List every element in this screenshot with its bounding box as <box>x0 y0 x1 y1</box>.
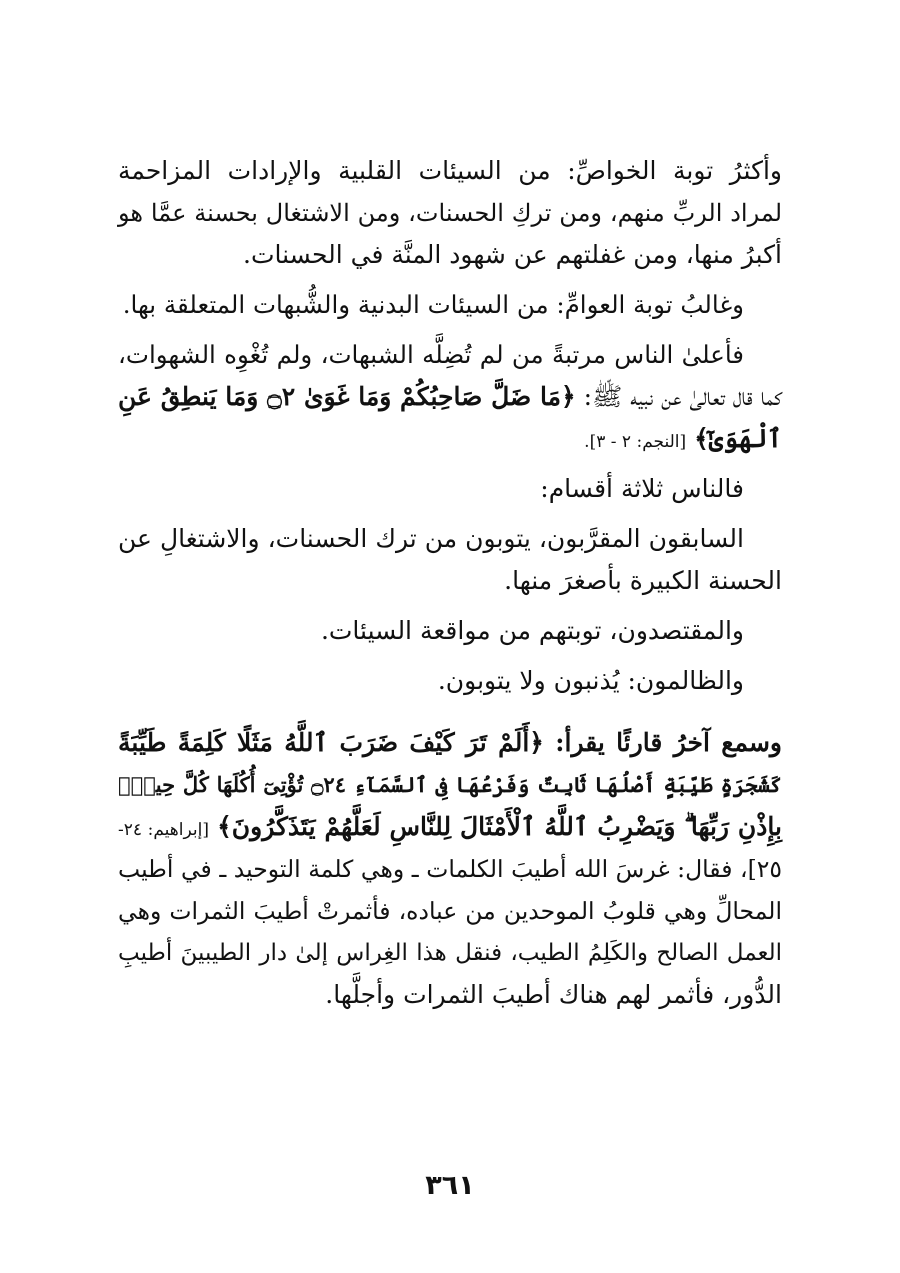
quran-verse-ibrahim-line: كَشَجَرَةٍ طَيِّبَةٍ أَصْلُهَا ثَابِتٌ وَفَرْعُهَا فِى ٱلسَّمَآءِ ۝٢٤ تُؤْتِىٓ أُكُلَهَا كُلَّ حِينٍۭ <box>118 772 782 797</box>
text-line: والمقتصدون، توبتهم من مواقعة السيئات. <box>320 616 744 645</box>
verse-reference: [النجم: ٢ - ٣]. <box>584 432 687 452</box>
page-number: ٣٦١ <box>425 1170 475 1201</box>
text-block <box>118 150 782 1016</box>
text-line: أكبرُ منها، ومن غفلتهم عن شهود المنَّة في الحسنات. <box>243 240 782 269</box>
text-line: الحسنة الكبيرة بأصغرَ منها. <box>504 566 782 595</box>
reader-intro: وسمع آخرُ قارئًا يقرأ: <box>555 728 782 757</box>
text-line <box>118 722 782 764</box>
quran-verse-ibrahim: ﴿أَلَمْ تَرَ كَيْفَ ضَرَبَ ٱللَّهُ مَثَلًا كَلِمَةً طَيِّبَةً <box>118 728 544 757</box>
verse-reference: [إبراهيم: ٢٤- <box>118 820 209 840</box>
text-line: وغالبُ توبة العوامِّ: من السيئات البدنية والشُّبهات المتعلقة بها. <box>122 290 744 319</box>
text-line <box>118 418 782 460</box>
quran-verse-najm-end: ٱلْهَوَىٰٓ﴾ <box>694 424 782 453</box>
text-line <box>118 376 782 418</box>
text-line: ٢٥]، فقال: غرسَ الله أطيبَ الكلمات ـ وهي كلمة التوحيد ـ في أطيب <box>118 855 782 883</box>
text-line: لمراد الربِّ منهم، ومن تركِ الحسنات، ومن الاشتغال بحسنة عمَّا هو <box>118 199 782 227</box>
text-line: فأعلىٰ الناس مرتبةً من لم تُضِلَّه الشبهات، ولم تُغْوِه الشهوات، <box>118 340 744 369</box>
text-line <box>118 806 782 848</box>
text-line: فالناس ثلاثة أقسام: <box>540 474 744 503</box>
text-line: وأكثرُ توبة الخواصِّ: من السيئات القلبية والإرادات المزاحمة <box>118 156 782 185</box>
text-line: السابقون المقرَّبون، يتوبون من ترك الحسنات، والاشتغالِ عن <box>118 524 744 553</box>
text-line: العمل الصالح والكَلِمُ الطيب، فنقل هذا الغِراس إلىٰ دار الطيبينَ أطيبِ <box>118 940 782 966</box>
text-line: الدُّور، فأثمر لهم هناك أطيبَ الثمرات وأجلَّها. <box>325 980 782 1009</box>
quran-verse-ibrahim-end: بِإِذْنِ رَبِّهَا ۗ وَيَضْرِبُ ٱللَّهُ ٱلْأَمْثَالَ لِلنَّاسِ لَعَلَّهُمْ يَتَذَكَّرُونَ﴾ <box>217 812 782 841</box>
prophet-quote-intro: كما قال تعالىٰ عن نبيه ﷺ: <box>583 382 783 411</box>
text-line: والظالمون: يُذنبون ولا يتوبون. <box>437 666 744 695</box>
quran-verse-najm: ﴿مَا ضَلَّ صَاحِبُكُمْ وَمَا غَوَىٰ ۝٢ وَمَا يَنطِقُ عَنِ <box>118 382 576 411</box>
text-line: المحالِّ وهي قلوبُ الموحدين من عباده، فأثمرتْ أطيبَ الثمرات وهي <box>118 897 782 925</box>
